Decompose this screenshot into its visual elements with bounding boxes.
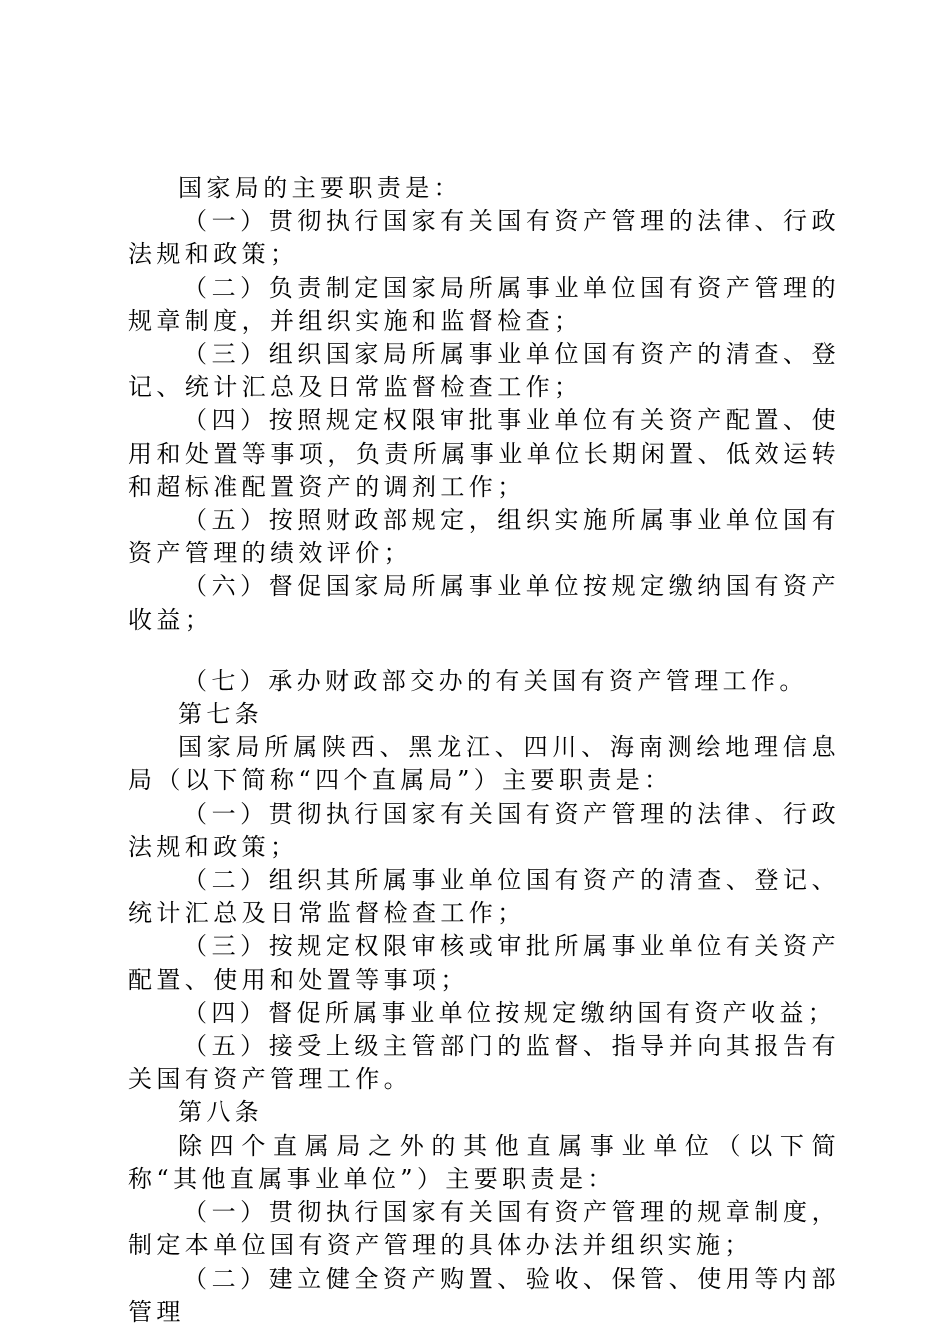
paragraph-article-7-duty-4: （四）督促所属事业单位按规定缴纳国有资产收益； xyxy=(183,998,837,1027)
paragraph-article-7-intro: 国家局所属陕西、黑龙江、四川、海南测绘地理信息局（以下简称“四个直属局”）主要职责是： xyxy=(128,733,840,795)
paragraph-duty-3: （三）组织国家局所属事业单位国有资产的清查、登记、统计汇总及日常监督检查工作； xyxy=(128,340,840,402)
paragraph-duty-7: （七）承办财政部交办的有关国有资产管理工作。 xyxy=(183,666,808,695)
paragraph-intro: 国家局的主要职责是： xyxy=(178,174,462,202)
paragraph-duty-4: （四）按照规定权限审批事业单位有关资产配置、使用和处置等事项，负责所属事业单位长期闲置、低效运转和超标准配置资产的调剂工作； xyxy=(128,406,840,501)
article-heading-7: 第七条 xyxy=(178,700,264,729)
paragraph-article-7-duty-1: （一）贯彻执行国家有关国有资产管理的法律、行政法规和政策； xyxy=(128,799,840,861)
paragraph-article-7-duty-2: （二）组织其所属事业单位国有资产的清查、登记、统计汇总及日常监督检查工作； xyxy=(128,866,840,928)
paragraph-duty-6: （六）督促国家局所属事业单位按规定缴纳国有资产收益； xyxy=(128,572,840,634)
article-heading-8: 第八条 xyxy=(178,1098,264,1127)
paragraph-duty-2: （二）负责制定国家局所属事业单位国有资产管理的规章制度，并组织实施和监督检查； xyxy=(128,273,840,335)
paragraph-article-8-duty-2: （二）建立健全资产购置、验收、保管、使用等内部管理 xyxy=(128,1264,840,1326)
document-body xyxy=(128,172,840,1329)
paragraph-duty-1: （一）贯彻执行国家有关国有资产管理的法律、行政法规和政策； xyxy=(128,207,840,269)
paragraph-duty-5: （五）按照财政部规定，组织实施所属事业单位国有资产管理的绩效评价； xyxy=(128,506,840,568)
paragraph-article-8-intro: 除四个直属局之外的其他直属事业单位（以下简称“其他直属事业单位”）主要职责是： xyxy=(128,1131,840,1193)
paragraph-article-7-duty-3: （三）按规定权限审核或审批所属事业单位有关资产配置、使用和处置等事项； xyxy=(128,932,840,994)
paragraph-article-7-duty-5: （五）接受上级主管部门的监督、指导并向其报告有关国有资产管理工作。 xyxy=(128,1032,840,1094)
paragraph-article-8-duty-1: （一）贯彻执行国家有关国有资产管理的规章制度，制定本单位国有资产管理的具体办法并组织实施； xyxy=(128,1198,840,1260)
